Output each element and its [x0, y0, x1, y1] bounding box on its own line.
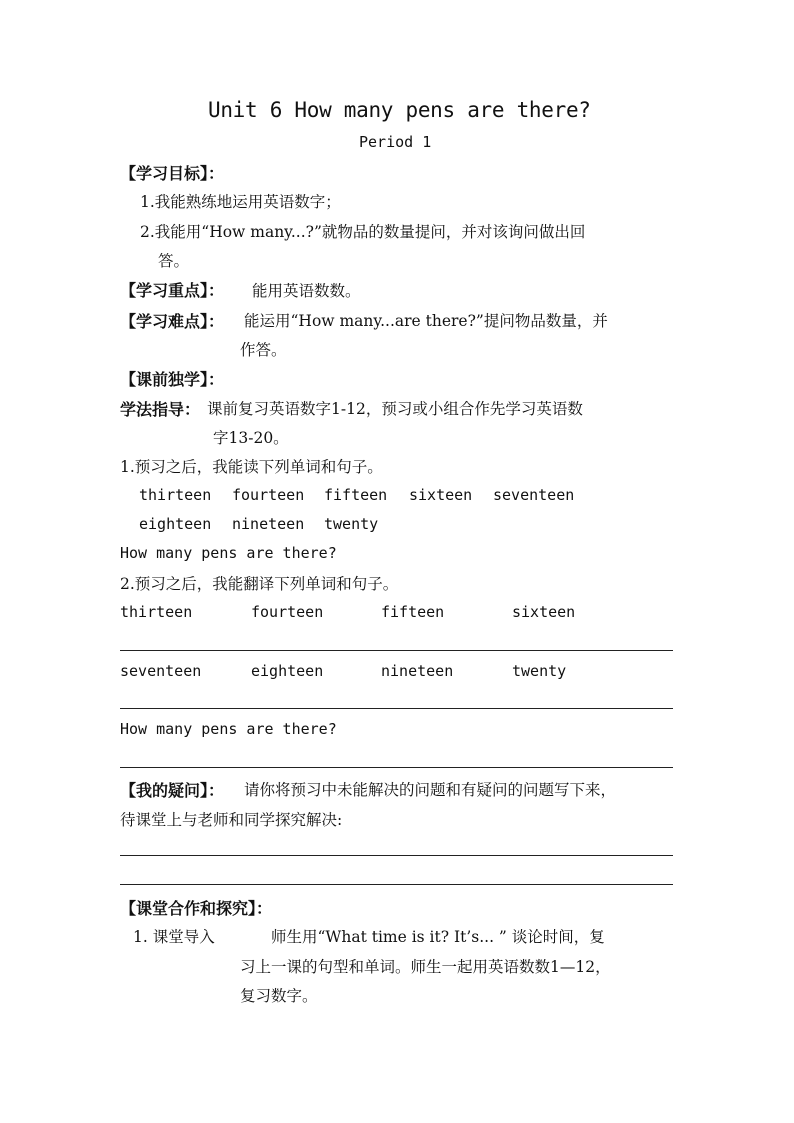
difficulty-heading: 【学习难点】： [120, 312, 225, 331]
classroom-heading: 【课堂合作和探究】： [120, 899, 273, 918]
difficulty-text: 能运用“How many...are there?”提问物品数量，并 [244, 312, 608, 330]
task-2-instruction: 2.预习之后，我能翻译下列单词和句子。 [120, 575, 399, 593]
step-1-text: 师生用“What time is it? It’s... ” 谈论时间，复 [271, 928, 605, 946]
answer-line-3[interactable] [120, 767, 673, 768]
step-1-label: 1. 课堂导入 [133, 928, 215, 946]
translate-word-twenty: twenty [512, 662, 567, 680]
translate-word-sixteen: sixteen [512, 603, 576, 621]
reading-sentence: How many pens are there? [120, 544, 337, 562]
questions-heading: 【我的疑问】： [120, 781, 225, 800]
word-twenty: twenty [324, 515, 379, 533]
questions-text: 请你将预习中未能解决的问题和有疑问的问题写下来， [244, 781, 617, 799]
questions-text-cont: 待课堂上与老师和同学探究解决: [120, 811, 343, 829]
translate-word-eighteen: eighteen [251, 662, 324, 680]
translate-sentence: How many pens are there? [120, 720, 337, 738]
translate-word-fifteen: fifteen [381, 603, 445, 621]
task-1-instruction: 1.预习之后，我能读下列单词和句子。 [120, 458, 383, 476]
key-point-text: 能用英语数数。 [252, 282, 361, 300]
translate-word-seventeen: seventeen [120, 662, 202, 680]
answer-line-1[interactable] [120, 650, 673, 651]
word-thirteen: thirteen [139, 486, 212, 504]
question-line-1[interactable] [120, 855, 673, 856]
step-1-text-end: 复习数字。 [240, 987, 318, 1005]
difficulty-text-cont: 作答。 [240, 341, 287, 359]
objective-item-2-cont: 答。 [158, 252, 190, 270]
key-point-heading: 【学习重点】： [120, 281, 225, 300]
question-line-2[interactable] [120, 884, 673, 885]
objective-item-2: 2.我能用“How many...?”就物品的数量提问，并对该询问做出回 [140, 223, 586, 241]
study-guide-label: 学法指导： [120, 400, 201, 419]
translate-word-thirteen: thirteen [120, 603, 193, 621]
study-guide-text: 课前复习英语数字1-12，预习或小组合作先学习英语数 [207, 400, 583, 418]
word-sixteen: sixteen [409, 486, 473, 504]
word-nineteen: nineteen [232, 515, 305, 533]
page-title: Unit 6 How many pens are there? [208, 98, 591, 122]
word-fourteen: fourteen [232, 486, 305, 504]
word-seventeen: seventeen [493, 486, 575, 504]
word-fifteen: fifteen [324, 486, 388, 504]
answer-line-2[interactable] [120, 708, 673, 709]
step-1-text-cont: 习上一课的句型和单词。师生一起用英语数数1—12， [240, 958, 611, 976]
study-guide-text-cont: 字13-20。 [213, 429, 289, 447]
translate-word-fourteen: fourteen [251, 603, 324, 621]
word-eighteen: eighteen [139, 515, 212, 533]
objective-item-1: 1.我能熟练地运用英语数字； [140, 193, 341, 211]
objectives-heading: 【学习目标】： [120, 164, 225, 183]
period-label: Period 1 [359, 133, 432, 151]
translate-word-nineteen: nineteen [381, 662, 454, 680]
preview-heading: 【课前独学】： [120, 370, 225, 389]
